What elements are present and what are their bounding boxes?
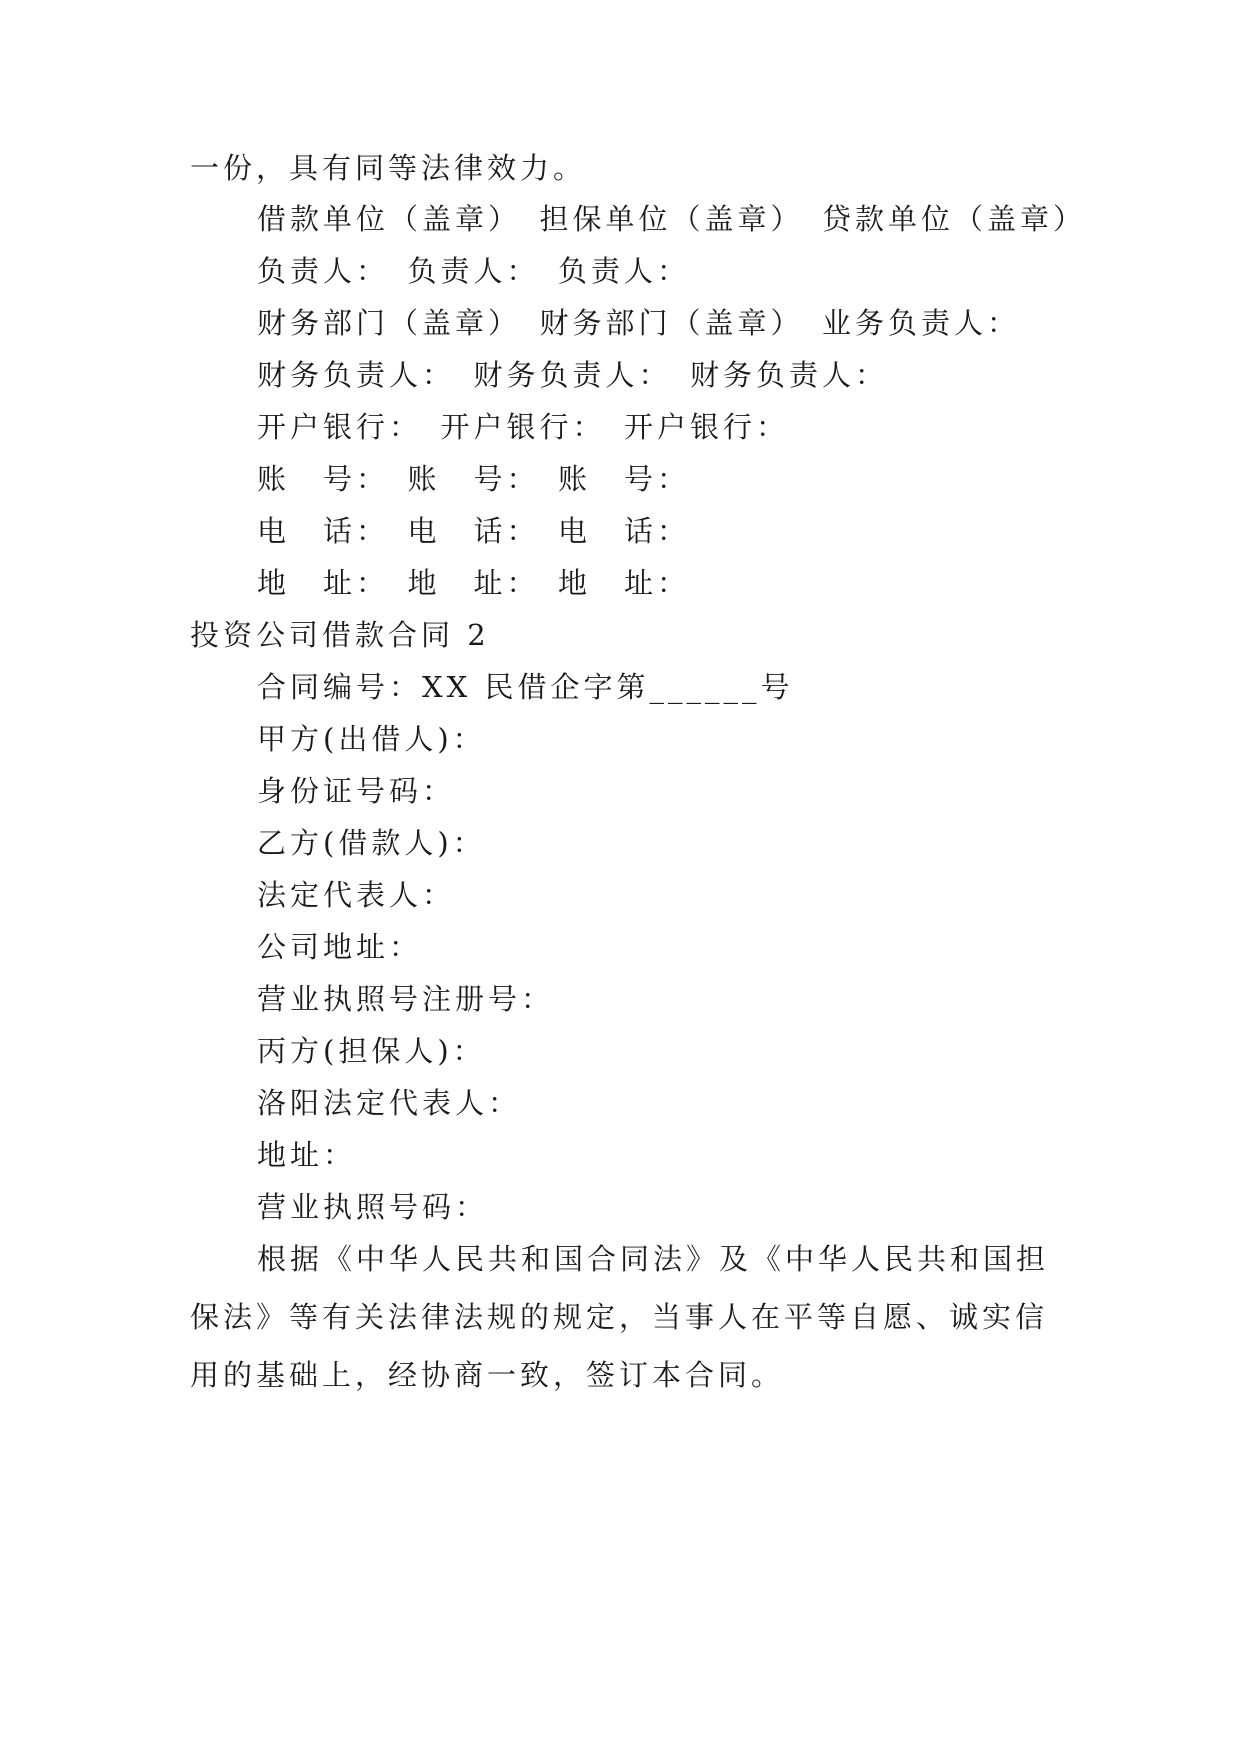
section-title: 投资公司借款合同 2 (190, 618, 490, 652)
party-c-guarantor: 丙方(担保人)： (257, 1034, 486, 1068)
contract-number: 合同编号：XX 民借企字第______号 (257, 670, 794, 704)
signature-finance-dept: 财务部门（盖章） 财务部门（盖章） 业务负责人： (257, 306, 1021, 340)
address-field: 地址： (257, 1138, 357, 1172)
signature-phones: 电 话： 电 话： 电 话： (257, 514, 691, 548)
preamble-paragraph: 根据《中华人民共和国合同法》及《中华人民共和国担保法》等有关法律法规的规定，当事人在平等自愿、诚实信用的基础上，经协商一致，签订本合同。 (190, 1242, 1050, 1392)
luoyang-legal-representative: 洛阳法定代表人： (257, 1086, 522, 1120)
signature-addresses: 地 址： 地 址： 地 址： (257, 566, 691, 600)
signature-units: 借款单位（盖章） 担保单位（盖章） 贷款单位（盖章） (257, 202, 1087, 236)
signature-leaders: 负责人： 负责人： 负责人： (257, 254, 691, 288)
business-license-number: 营业执照号码： (257, 1190, 489, 1224)
party-b-borrower: 乙方(借款人)： (257, 826, 486, 860)
signature-banks: 开户银行： 开户银行： 开户银行： (257, 410, 790, 444)
id-number-field: 身份证号码： (257, 774, 456, 808)
company-address: 公司地址： (257, 930, 423, 964)
signature-accounts: 账 号： 账 号： 账 号： (257, 462, 691, 496)
signature-finance-leaders: 财务负责人： 财务负责人： 财务负责人： (257, 358, 889, 392)
text-line-continuation: 一份，具有同等法律效力。 (190, 151, 587, 185)
business-license-reg: 营业执照号注册号： (257, 982, 555, 1016)
party-a-lender: 甲方(出借人)： (257, 722, 486, 756)
legal-representative: 法定代表人： (257, 878, 456, 912)
